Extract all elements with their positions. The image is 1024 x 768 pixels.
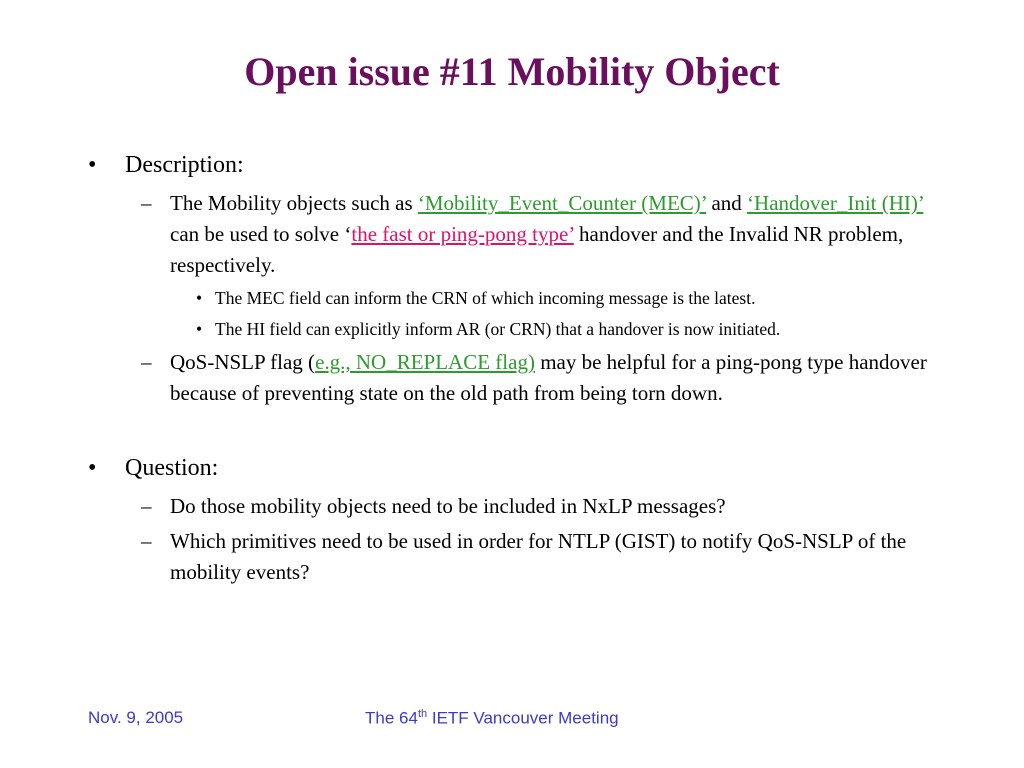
dash-marker: – bbox=[141, 529, 152, 553]
question-item-nxlp bbox=[0, 491, 1024, 522]
text-segment: handover and the Invalid NR problem, respectively. bbox=[170, 222, 904, 277]
text-segment: can be used to solve ‘ bbox=[170, 222, 352, 246]
footer-meeting bbox=[365, 708, 619, 729]
bullet-marker: • bbox=[196, 319, 203, 339]
dash-marker: – bbox=[141, 494, 152, 518]
bullet-marker: • bbox=[196, 288, 203, 308]
footer-meeting-superscript: th bbox=[417, 708, 428, 720]
question-label: Question: bbox=[125, 455, 219, 481]
description-label: Description: bbox=[125, 152, 244, 178]
question-heading bbox=[0, 453, 1024, 483]
footer-date: Nov. 9, 2005 bbox=[88, 708, 184, 727]
question-item-primitives bbox=[0, 526, 1024, 588]
ping-pong-link[interactable]: the fast or ping-pong type’ bbox=[351, 222, 574, 246]
slide-title: Open issue #11 Mobility Object bbox=[244, 49, 780, 94]
hi-link[interactable]: ‘Handover_Init (HI)’ bbox=[747, 191, 924, 215]
footer-meeting-text: IETF Vancouver Meeting bbox=[427, 708, 619, 728]
dash-marker: – bbox=[141, 191, 152, 215]
question-text: Do those mobility objects need to be included in NxLP messages? bbox=[170, 494, 726, 518]
sub-bullet-mec bbox=[0, 285, 1024, 312]
description-heading bbox=[0, 150, 1024, 180]
slide-body bbox=[0, 150, 1024, 592]
no-replace-flag-link[interactable]: e.g., NO_REPLACE flag) bbox=[315, 350, 535, 374]
text-segment: The Mobility objects such as bbox=[170, 191, 418, 215]
section-spacer bbox=[0, 413, 1024, 453]
sub-bullet-hi bbox=[0, 316, 1024, 343]
footer-meeting-text: The 64 bbox=[365, 708, 418, 728]
text-segment: QoS-NSLP flag ( bbox=[170, 350, 316, 374]
text-segment: and bbox=[706, 191, 748, 215]
sub-bullet-text: The HI field can explicitly inform AR (or CRN) that a handover is now initiated. bbox=[215, 319, 781, 339]
bullet-marker: • bbox=[88, 455, 97, 481]
text-segment: may be helpful for a ping-pong type handover because of preventing state on the old path from being torn down. bbox=[170, 350, 927, 405]
dash-marker: – bbox=[141, 350, 152, 374]
description-item-mobility-objects bbox=[0, 188, 1024, 281]
mec-link[interactable]: ‘Mobility_Event_Counter (MEC)’ bbox=[417, 191, 707, 215]
description-item-qos-nslp-flag bbox=[0, 347, 1024, 409]
bullet-marker: • bbox=[88, 152, 97, 178]
question-text: Which primitives need to be used in order for NTLP (GIST) to notify QoS-NSLP of the mobility events? bbox=[170, 529, 907, 584]
sub-bullet-text: The MEC field can inform the CRN of which incoming message is the latest. bbox=[215, 288, 756, 308]
